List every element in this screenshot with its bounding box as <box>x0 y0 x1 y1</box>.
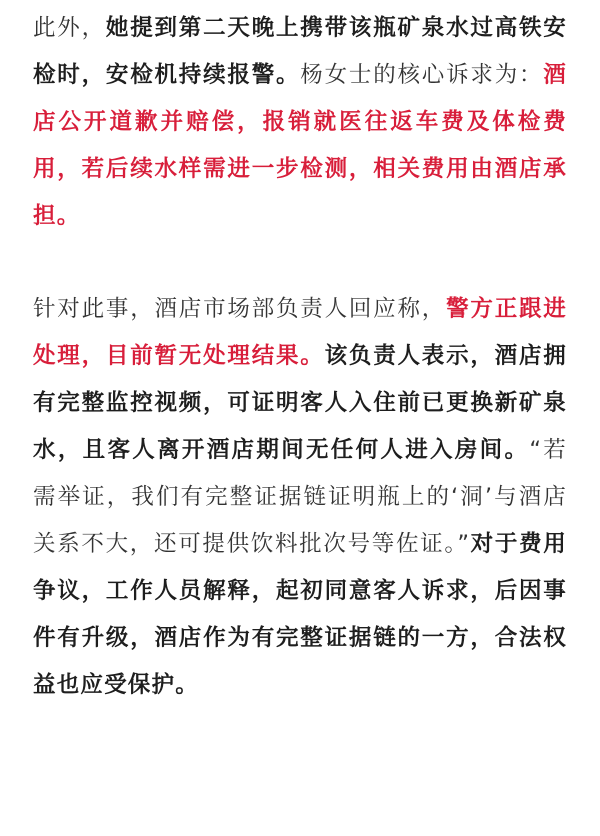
quote-segment: “若需举证，我们有完整证据链证明瓶上的‘洞’与酒店关系不大，还可提供饮料批次号等佐证。” <box>33 437 567 557</box>
paragraph-hotel-response <box>33 286 567 709</box>
text-segment: 针对此事，酒店市场部负责人回应称， <box>33 296 447 322</box>
bold-segment: 她提到第二天晚上携带该瓶矿泉水过高铁安检时，安检机持续报警。 <box>33 15 567 88</box>
highlight-segment: 酒店公开道歉并赔偿，报销就医往返车费及体检费用，若后续水样需进一步检测，相关费用由酒店承担。 <box>33 62 567 229</box>
highlight-segment: 警方正跟进处理，目前暂无处理结果。 <box>33 296 567 369</box>
text-segment: 杨女士的核心诉求为： <box>300 62 544 88</box>
bold-segment: 对于费用争议，工作人员解释，起初同意客人诉求，后因事件有升级，酒店作为有完整证据链的一方，合法权益也应受保护。 <box>33 531 567 698</box>
text-segment: 此外， <box>33 15 106 41</box>
paragraph-complaint <box>33 0 567 240</box>
bold-segment: 该负责人表示，酒店拥有完整监控视频，可证明客人入住前已更换新矿泉水，且客人离开酒店期间无任何人进入房间。 <box>33 343 567 463</box>
